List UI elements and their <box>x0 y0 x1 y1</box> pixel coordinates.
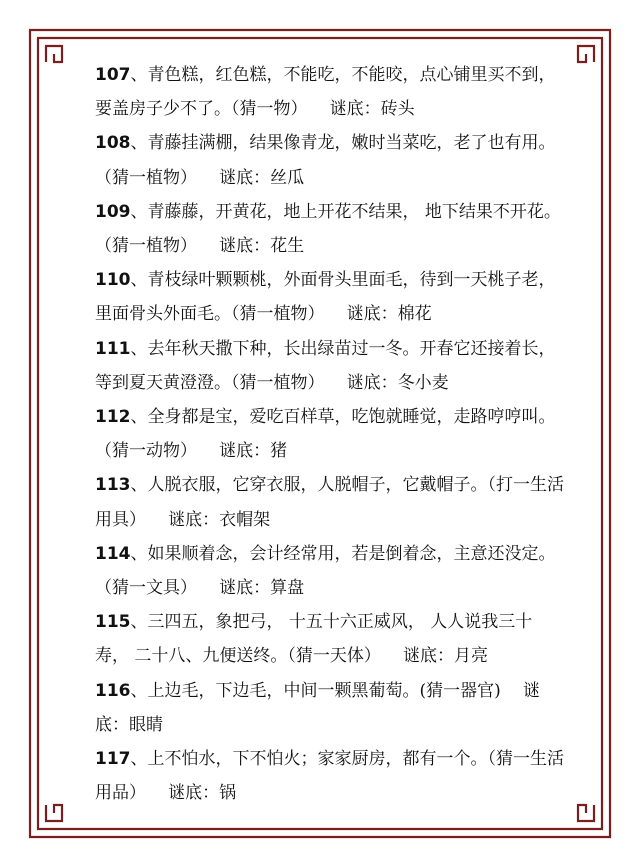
riddle-number: 111 <box>95 338 131 359</box>
riddle-item <box>95 400 565 468</box>
riddle-item <box>95 126 565 194</box>
riddle-answer: 棉花 <box>397 304 432 325</box>
riddle-answer: 猪 <box>270 441 288 462</box>
riddle-item <box>95 332 565 400</box>
riddle-answer: 砖头 <box>380 99 415 120</box>
answer-label: 谜底： <box>219 578 271 599</box>
riddle-text: 、青色糕，红色糕，不能吃，不能咬，点心铺里买不到，要盖房子少不了。（猜一物） <box>95 65 556 120</box>
answer-label: 谜底： <box>329 99 381 120</box>
riddle-text: 、青藤挂满棚，结果像青龙，嫩时当菜吃，老了也有用。（猜一植物） <box>95 133 556 188</box>
answer-label: 谜底： <box>95 680 540 735</box>
riddle-answer: 算盘 <box>270 578 305 599</box>
riddle-item <box>95 537 565 605</box>
riddle-number: 116 <box>95 680 131 701</box>
riddle-number: 112 <box>95 407 131 428</box>
riddle-text: 、上不怕水，下不怕火；家家厨房，都有一个。（猜一生活用品） <box>95 749 564 804</box>
answer-label: 谜底： <box>403 646 454 667</box>
riddle-text: 、去年秋天撒下种，长出绿苗过一冬。开春它还接着长，等到夏天黄澄澄。（猜一植物） <box>95 338 556 393</box>
riddle-answer: 丝瓜 <box>270 167 305 188</box>
riddle-item <box>95 605 565 673</box>
riddle-number: 110 <box>95 270 131 291</box>
answer-label: 谜底： <box>168 783 220 804</box>
riddle-text: 、全身都是宝，爱吃百样草，吃饱就睡觉，走路哼哼叫。（猜一动物） <box>95 407 556 462</box>
answer-label: 谜底： <box>219 236 271 257</box>
riddle-number: 117 <box>95 749 131 770</box>
riddle-item <box>95 195 565 263</box>
riddle-item <box>95 742 565 810</box>
riddle-answer: 冬小麦 <box>397 372 449 393</box>
riddle-number: 108 <box>95 133 131 154</box>
riddle-answer: 月亮 <box>454 646 488 667</box>
riddle-list <box>95 58 565 810</box>
riddle-item <box>95 468 565 536</box>
riddle-item <box>95 263 565 331</box>
riddle-answer: 花生 <box>270 236 305 257</box>
answer-label: 谜底： <box>168 509 220 530</box>
answer-label: 谜底： <box>219 167 271 188</box>
answer-label: 谜底： <box>346 372 398 393</box>
riddle-answer: 锅 <box>219 783 237 804</box>
riddle-text: 、三四五，象把弓， 十五十六正威风， 人人说我三十寿， 二十八、九便送终。（猜一天体） <box>95 612 533 667</box>
riddle-number: 113 <box>95 475 131 496</box>
riddle-text: 、人脱衣服，它穿衣服，人脱帽子，它戴帽子。（打一生活用具） <box>95 475 564 530</box>
riddle-text: 、上边毛，下边毛，中间一颗黑葡萄。(猜一器官) <box>130 680 501 701</box>
answer-label: 谜底： <box>219 441 271 462</box>
riddle-text: 、青藤藤，开黄花，地上开花不结果， 地下结果不开花。（猜一植物） <box>95 201 561 257</box>
riddle-number: 107 <box>95 65 131 85</box>
riddle-text: 、如果顺着念，会计经常用，若是倒着念，主意还没定。（猜一文具） <box>95 543 556 599</box>
riddle-text: 、青枝绿叶颗颗桃，外面骨头里面毛，待到一天桃子老，里面骨头外面毛。（猜一植物） <box>95 270 556 325</box>
riddle-item <box>95 674 565 742</box>
riddle-number: 109 <box>95 201 131 222</box>
riddle-number: 115 <box>95 612 131 633</box>
riddle-answer: 眼睛 <box>129 714 163 735</box>
riddle-answer: 衣帽架 <box>219 509 271 530</box>
answer-label: 谜底： <box>346 304 398 325</box>
riddle-item <box>95 58 565 126</box>
riddle-number: 114 <box>95 543 131 564</box>
